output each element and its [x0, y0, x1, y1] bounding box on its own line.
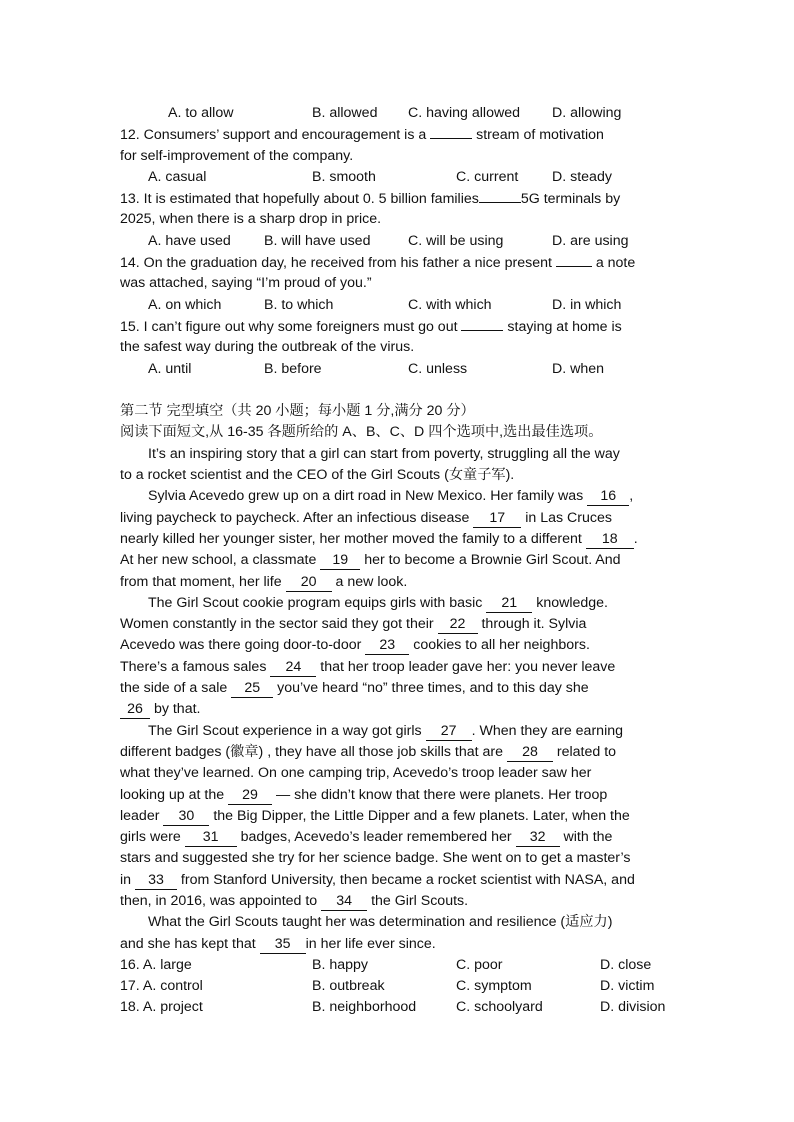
passage-p4-line8: in 33 from Stanford University, then became a rocket scientist with NASA, and [120, 871, 635, 888]
q16-option-b[interactable]: B. happy [312, 956, 369, 973]
blank-27: 27 [426, 722, 472, 741]
passage-p3-line6: 26 by that. [120, 699, 680, 720]
passage-p1-line1: It’s an inspiring story that a girl can start from poverty, struggling all the way [148, 445, 620, 462]
passage-p4-line2: different badges (徽章) , they have all those job skills that are 28 related to [120, 743, 617, 760]
q14-blank [556, 252, 592, 267]
blank-26: 26 [120, 700, 150, 719]
blank-34: 34 [321, 892, 367, 911]
exam-page [120, 103, 680, 1019]
q12-option-d[interactable]: D. steady [552, 168, 612, 185]
q13-option-b[interactable]: B. will have used [264, 232, 371, 249]
q16-option-a[interactable]: 16. A. large [120, 956, 192, 973]
q14-option-b[interactable]: B. to which [264, 296, 334, 313]
blank-31: 31 [185, 828, 237, 847]
q15-option-d[interactable]: D. when [552, 360, 605, 377]
q12-stem-line2: for self-improvement of the company. [120, 147, 354, 164]
q14-option-d[interactable]: D. in which [552, 296, 622, 313]
q17-option-a[interactable]: 17. A. control [120, 978, 203, 995]
q11-options [120, 103, 680, 124]
q12-stem-line1: 12. Consumers’ support and encouragement is a stream of motivation [120, 124, 680, 145]
passage-p4-line3: what they’ve learned. On one camping trip, Acevedo’s troop leader saw her [120, 765, 592, 782]
passage-p2-line4: At her new school, a classmate 19 her to become a Brownie Girl Scout. And [120, 552, 621, 569]
blank-19: 19 [320, 551, 360, 570]
q13-option-c[interactable]: C. will be using [408, 232, 504, 249]
q16-option-c[interactable]: C. poor [456, 956, 503, 973]
q17-option-d[interactable]: D. victim [600, 978, 655, 995]
blank-32: 32 [516, 828, 560, 847]
q15-blank [461, 316, 503, 331]
q13-option-a[interactable]: A. have used [148, 232, 231, 249]
passage-p4-line4: looking up at the 29 — she didn’t know that there were planets. Her troop [120, 786, 608, 803]
passage-p2-line2: living paycheck to paycheck. After an infectious disease 17 in Las Cruces [120, 509, 612, 526]
blank-17: 17 [473, 509, 521, 528]
passage-p4-line9: then, in 2016, was appointed to 34 the Girl Scouts. [120, 892, 469, 909]
q15-stem-line2: the safest way during the outbreak of the virus. [120, 339, 415, 356]
q12-option-a[interactable]: A. casual [148, 168, 207, 185]
blank-21: 21 [486, 594, 532, 613]
q15-option-a[interactable]: A. until [148, 360, 192, 377]
passage-p2-line1: Sylvia Acevedo grew up on a dirt road in New Mexico. Her family was 16 , [148, 488, 634, 505]
q15-option-b[interactable]: B. before [264, 360, 322, 377]
passage-p1-line2: to a rocket scientist and the CEO of the Girl Scouts (女童子军). [120, 467, 515, 484]
blank-23: 23 [365, 636, 409, 655]
q12-options [120, 167, 680, 188]
blank-35: 35 [260, 935, 306, 954]
passage-p4-line6: girls were 31 badges, Acevedo’s leader remembered her 32 with the [120, 829, 613, 846]
passage-p5-line2: and she has kept that 35 in her life ever since. [120, 935, 436, 952]
q12-option-c[interactable]: C. current [456, 168, 519, 185]
q13-option-d[interactable]: D. are using [552, 232, 629, 249]
blank-25: 25 [231, 679, 273, 698]
q11-option-c[interactable]: C. having allowed [408, 105, 520, 121]
blank-20: 20 [286, 573, 332, 592]
passage-p3-line4: There’s a famous sales 24 that her troop leader gave her: you never leave [120, 658, 616, 675]
blank-28: 28 [507, 743, 553, 762]
q14-option-a[interactable]: A. on which [148, 296, 222, 313]
passage-p3-line5: the side of a sale 25 you’ve heard “no” three times, and to this day she [120, 680, 589, 697]
q11-option-a[interactable]: A. to allow [168, 105, 234, 121]
q14-stem-line2: was attached, saying “I’m proud of you.” [120, 275, 372, 292]
q18-option-b[interactable]: B. neighborhood [312, 999, 417, 1016]
blank-30: 30 [163, 807, 209, 826]
blank-33: 33 [135, 871, 177, 890]
q16-options [120, 955, 680, 976]
passage-p4-line5: leader 30 the Big Dipper, the Little Dipper and a few planets. Later, when the [120, 807, 630, 824]
section-instruction: 阅读下面短文,从 16-35 各题所给的 A、B、C、D 四个选项中,选出最佳选项。 [120, 424, 603, 441]
passage-p2-line5: from that moment, her life 20 a new look. [120, 573, 408, 590]
passage-p4-line7: stars and suggested she try for her science badge. She went on to get a master’s [120, 850, 631, 867]
q17-option-b[interactable]: B. outbreak [312, 978, 385, 995]
q18-options [120, 997, 680, 1018]
q14-option-c[interactable]: C. with which [408, 296, 492, 313]
blank-29: 29 [228, 786, 272, 805]
passage-p3-line2: Women constantly in the sector said they got their 22 through it. Sylvia [120, 616, 587, 633]
q17-options [120, 976, 680, 997]
passage-p3-line1: The Girl Scout cookie program equips girls with basic 21 knowledge. [148, 594, 608, 611]
q15-stem-line1: 15. I can’t figure out why some foreigners must go out staying at home is [120, 316, 680, 337]
q11-option-d[interactable]: D. allowing [552, 105, 622, 121]
passage-p4-line1: The Girl Scout experience in a way got girls 27 . When they are earning [148, 722, 623, 739]
q13-blank [479, 188, 521, 203]
q18-option-a[interactable]: 18. A. project [120, 999, 203, 1016]
q11-option-b[interactable]: B. allowed [312, 105, 378, 121]
q18-option-d[interactable]: D. division [600, 999, 666, 1016]
q13-stem-line1: 13. It is estimated that hopefully about 0. 5 billion families 5G terminals by [120, 188, 680, 209]
blank-22: 22 [438, 615, 478, 634]
q12-blank [430, 124, 472, 139]
q14-stem-line1: 14. On the graduation day, he received from his father a nice present a note [120, 252, 680, 273]
passage-p2-line3: nearly killed her younger sister, her mother moved the family to a different 18 . [120, 530, 638, 547]
q15-options [120, 359, 680, 380]
q13-stem-line2: 2025, when there is a sharp drop in price. [120, 211, 382, 228]
passage-p5-line1: What the Girl Scouts taught her was determination and resilience (适应力) [148, 914, 613, 931]
passage-p3-line3: Acevedo was there going door-to-door 23 cookies to all her neighbors. [120, 637, 590, 654]
blank-16: 16 [587, 487, 629, 506]
section-gap [120, 380, 680, 401]
q17-option-c[interactable]: C. symptom [456, 978, 532, 995]
q16-option-d[interactable]: D. close [600, 956, 652, 973]
blank-24: 24 [270, 658, 316, 677]
blank-18: 18 [586, 530, 634, 549]
q12-option-b[interactable]: B. smooth [312, 168, 376, 185]
q14-options [120, 295, 680, 316]
section-heading: 第二节 完型填空（共 20 小题；每小题 1 分,满分 20 分） [120, 403, 475, 420]
q13-options [120, 231, 680, 252]
q15-option-c[interactable]: C. unless [408, 360, 468, 377]
q18-option-c[interactable]: C. schoolyard [456, 999, 543, 1016]
